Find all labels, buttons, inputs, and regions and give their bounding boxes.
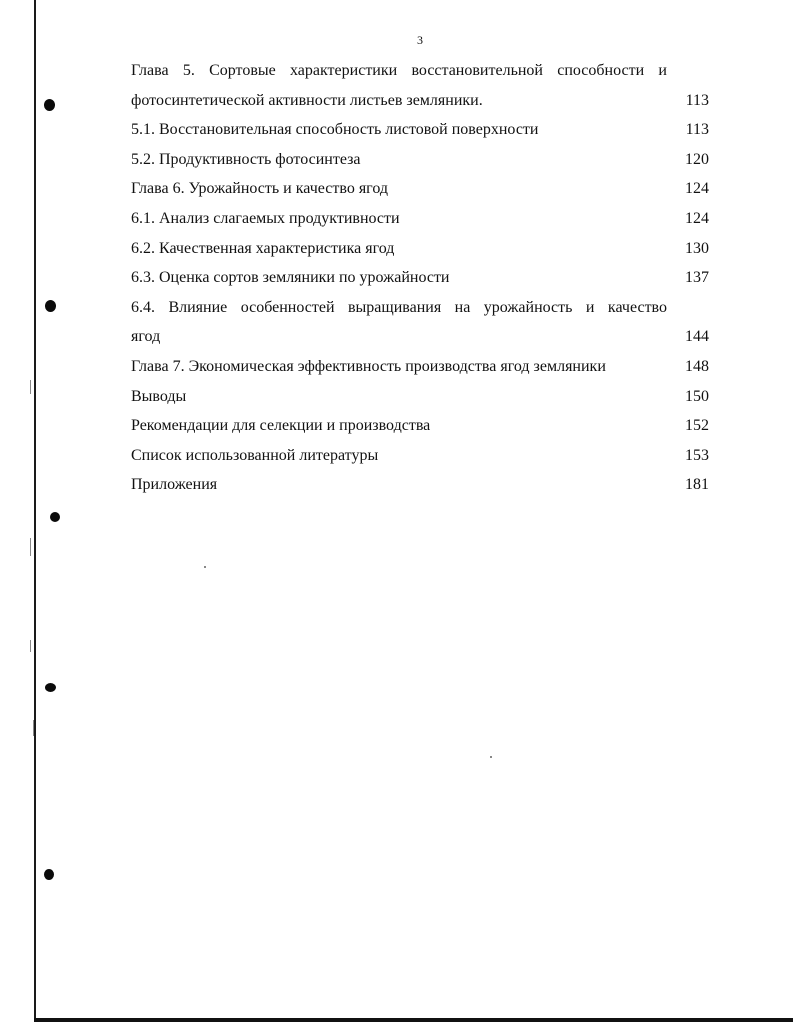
toc-entry-title-line: Список использованной литературы bbox=[131, 446, 379, 464]
scan-dust bbox=[33, 720, 34, 736]
toc-entry-title bbox=[131, 352, 667, 382]
toc-entry-title bbox=[131, 204, 667, 234]
toc-entry-title bbox=[131, 115, 667, 145]
toc-entry-title bbox=[131, 263, 667, 293]
toc-entry bbox=[131, 56, 709, 115]
toc-entry-page: 153 bbox=[685, 446, 709, 464]
page-number: 3 bbox=[417, 33, 423, 47]
punch-hole bbox=[44, 869, 54, 880]
toc-entry-page: 113 bbox=[685, 91, 709, 109]
toc-entry-title bbox=[131, 234, 667, 264]
toc-entry bbox=[131, 174, 709, 204]
toc-entry-title bbox=[131, 145, 667, 175]
toc-entry-title-line: Выводы bbox=[131, 387, 187, 405]
toc-entry bbox=[131, 204, 709, 234]
toc-entry-title-line: 6.3. Оценка сортов земляники по урожайности bbox=[131, 269, 450, 287]
toc-entry-title bbox=[131, 174, 667, 204]
toc-entry bbox=[131, 145, 709, 175]
scan-dust bbox=[204, 566, 206, 568]
toc-entry bbox=[131, 115, 709, 145]
toc-entry-page: 144 bbox=[685, 328, 709, 346]
toc-entry bbox=[131, 411, 709, 441]
toc-entry-title-line: ягод bbox=[131, 328, 161, 346]
toc-entry-title bbox=[131, 382, 667, 412]
toc-entry-title-line: 6.4. Влияние особенностей выращивания на урожайность и качество bbox=[131, 298, 667, 316]
toc-entry-title bbox=[131, 441, 667, 471]
toc-entry bbox=[131, 352, 709, 382]
toc-entry-page: 181 bbox=[685, 476, 709, 494]
toc-entry-title-line: фотосинтетической активности листьев земляники. bbox=[131, 91, 483, 109]
toc-entry-title bbox=[131, 470, 667, 500]
toc-entry-page: 130 bbox=[685, 239, 709, 257]
punch-hole bbox=[45, 300, 56, 312]
punch-hole bbox=[50, 512, 60, 522]
toc-entry bbox=[131, 441, 709, 471]
toc-entry-title-line: Приложения bbox=[131, 476, 218, 494]
toc-entry-title bbox=[131, 293, 667, 352]
toc-entry-page: 150 bbox=[685, 387, 709, 405]
toc-entry-title-line: Глава 5. Сортовые характеристики восстановительной способности и bbox=[131, 62, 667, 79]
toc-entry bbox=[131, 470, 709, 500]
toc-entry-page: 124 bbox=[685, 180, 709, 198]
scan-dust bbox=[30, 640, 31, 652]
toc-entry-page: 124 bbox=[685, 209, 709, 227]
toc-entry-title-line: 5.1. Восстановительная способность листовой поверхности bbox=[131, 121, 539, 139]
toc-entry-title-line: Глава 6. Урожайность и качество ягод bbox=[131, 180, 389, 198]
toc-entry bbox=[131, 234, 709, 264]
scan-dust bbox=[30, 538, 31, 556]
scan-dust bbox=[30, 380, 31, 394]
toc-entry-page: 148 bbox=[685, 357, 709, 375]
toc-entry-title-line: 6.2. Качественная характеристика ягод bbox=[131, 239, 395, 257]
toc-entry-page: 113 bbox=[685, 121, 709, 139]
toc-entry-title-line: 5.2. Продуктивность фотосинтеза bbox=[131, 150, 361, 168]
punch-hole bbox=[44, 99, 55, 111]
toc-entry bbox=[131, 293, 709, 352]
punch-hole bbox=[45, 683, 56, 692]
toc-entry-title-line: 6.1. Анализ слагаемых продуктивности bbox=[131, 209, 400, 227]
toc-entry bbox=[131, 382, 709, 412]
toc-entry-title bbox=[131, 56, 667, 115]
scan-dust bbox=[490, 756, 492, 758]
toc-entry bbox=[131, 263, 709, 293]
toc-entry-title-line: Рекомендации для селекции и производства bbox=[131, 417, 431, 435]
toc-entry-page: 120 bbox=[685, 150, 709, 168]
toc-entry-page: 152 bbox=[685, 417, 709, 435]
scan-edge-left bbox=[34, 0, 36, 1022]
toc-entry-page: 137 bbox=[685, 269, 709, 287]
scan-edge-bottom bbox=[34, 1018, 793, 1022]
toc-entry-title-line: Глава 7. Экономическая эффективность производства ягод земляники bbox=[131, 357, 606, 375]
toc-entry-title bbox=[131, 411, 667, 441]
table-of-contents bbox=[131, 56, 709, 500]
